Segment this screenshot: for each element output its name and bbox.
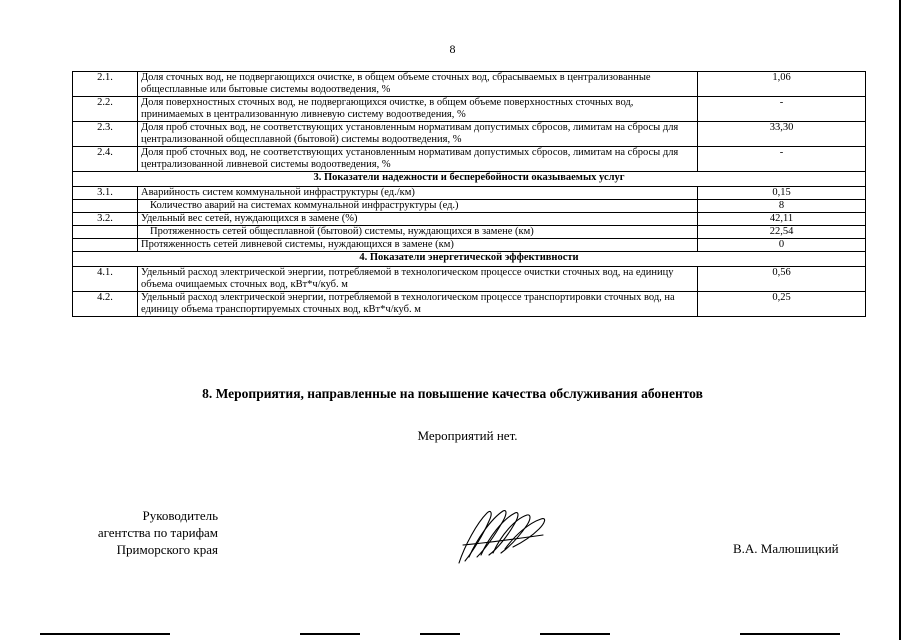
handwritten-signature xyxy=(455,505,550,565)
row-text: Доля проб сточных вод, не соответствующих установленным нормативам допустимых сбросов, лимитам на сбросы для централизованной общесплавной (бытовой) системы водоотведения, % xyxy=(138,122,698,147)
indicators-table xyxy=(72,71,866,317)
row-value: 8 xyxy=(698,200,866,213)
table-row xyxy=(73,239,866,252)
row-value: 1,06 xyxy=(698,72,866,97)
section-title: 3. Показатели надежности и бесперебойности оказываемых услуг xyxy=(73,172,866,187)
row-number xyxy=(73,200,138,213)
row-number xyxy=(73,239,138,252)
row-value: 0,25 xyxy=(698,292,866,317)
table-row xyxy=(73,267,866,292)
row-value: 0,56 xyxy=(698,267,866,292)
row-value: 33,30 xyxy=(698,122,866,147)
table-row xyxy=(73,97,866,122)
row-number: 4.2. xyxy=(73,292,138,317)
bottom-scan-marks xyxy=(420,633,460,635)
row-value: 0 xyxy=(698,239,866,252)
signer-title-line: агентства по тарифам xyxy=(97,525,218,540)
table-row xyxy=(73,187,866,200)
row-value: 22,54 xyxy=(698,226,866,239)
table-row xyxy=(73,292,866,317)
row-value: 42,11 xyxy=(698,213,866,226)
table-row xyxy=(73,147,866,172)
row-number: 3.1. xyxy=(73,187,138,200)
section-title: 4. Показатели энергетической эффективности xyxy=(73,252,866,267)
row-text: Протяженность сетей общесплавной (бытовой) системы, нуждающихся в замене (км) xyxy=(138,226,698,239)
table-row xyxy=(73,226,866,239)
bottom-scan-marks xyxy=(300,633,360,635)
row-text: Удельный вес сетей, нуждающихся в замене (%) xyxy=(138,213,698,226)
row-number: 2.3. xyxy=(73,122,138,147)
row-number: 3.2. xyxy=(73,213,138,226)
row-value: - xyxy=(698,97,866,122)
bottom-scan-marks xyxy=(40,633,170,635)
row-value: 0,15 xyxy=(698,187,866,200)
row-number: 4.1. xyxy=(73,267,138,292)
table-row xyxy=(73,200,866,213)
bottom-scan-marks xyxy=(540,633,610,635)
signer-title xyxy=(78,507,218,558)
section-row xyxy=(73,172,866,187)
row-number: 2.4. xyxy=(73,147,138,172)
row-text: Аварийность систем коммунальной инфраструктуры (ед./км) xyxy=(138,187,698,200)
table-row xyxy=(73,72,866,97)
table-row xyxy=(73,213,866,226)
row-number xyxy=(73,226,138,239)
row-text: Протяженность сетей ливневой системы, нуждающихся в замене (км) xyxy=(138,239,698,252)
row-number: 2.1. xyxy=(73,72,138,97)
row-value: - xyxy=(698,147,866,172)
row-number: 2.2. xyxy=(73,97,138,122)
page-number: 8 xyxy=(449,42,456,56)
signer-title-line: Приморского края xyxy=(116,542,218,557)
bottom-scan-marks xyxy=(740,633,840,635)
section-heading: 8. Мероприятия, направленные на повышение качества обслуживания абонентов xyxy=(202,386,703,401)
row-text: Удельный расход электрической энергии, потребляемой в технологическом процессе транспортировки сточных вод, на единицу объема транспортируемых сточных вод, кВт*ч/куб. м xyxy=(138,292,698,317)
row-text: Доля поверхностных сточных вод, не подвергающихся очистке, в общем объеме поверхностных сточных вод, принимаемых в централизованную ливневую систему водоотведения, % xyxy=(138,97,698,122)
section-row xyxy=(73,252,866,267)
table-row xyxy=(73,122,866,147)
signer-title-line: Руководитель xyxy=(142,508,218,523)
row-text: Удельный расход электрической энергии, потребляемой в технологическом процессе очистки сточных вод, на единицу объема очищаемых сточных вод, кВт*ч/куб. м xyxy=(138,267,698,292)
section-note: Мероприятий нет. xyxy=(417,428,518,443)
right-border-line xyxy=(899,0,901,640)
signer-name: В.А. Малюшицкий xyxy=(733,541,839,556)
row-text: Доля проб сточных вод, не соответствующих установленным нормативам допустимых сбросов, лимитам на сбросы для централизованной ливневой системы водоотведения, % xyxy=(138,147,698,172)
row-text: Доля сточных вод, не подвергающихся очистке, в общем объеме сточных вод, сбрасываемых в централизованные общесплавные или бытовые системы водоотведения, % xyxy=(138,72,698,97)
row-text: Количество аварий на системах коммунальной инфраструктуры (ед.) xyxy=(138,200,698,213)
